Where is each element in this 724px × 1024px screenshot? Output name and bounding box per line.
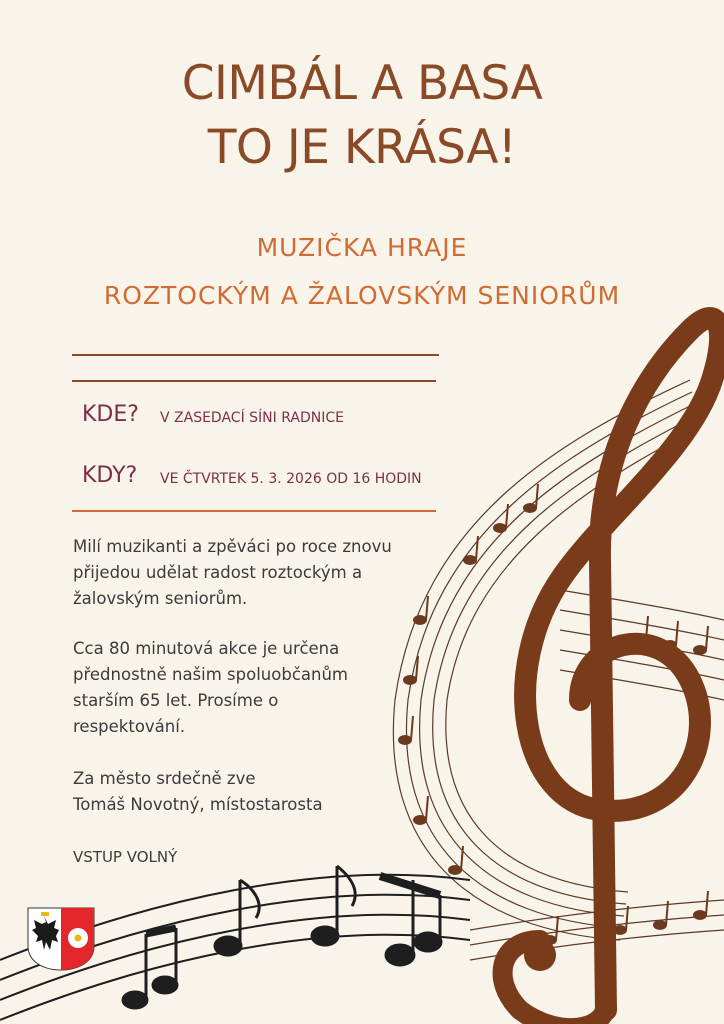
body-line: starším 65 let. Prosíme o bbox=[73, 691, 279, 710]
where-label: KDE? bbox=[82, 402, 139, 427]
when-label: KDY? bbox=[82, 463, 138, 488]
body-paragraph-3 bbox=[73, 766, 433, 818]
title-line-1: CIMBÁL A BASA bbox=[181, 56, 543, 111]
staff-notes bbox=[399, 484, 708, 944]
divider-top-1 bbox=[72, 354, 439, 356]
body-line: přijedou udělat radost roztockým a bbox=[73, 563, 363, 582]
body-line: žalovským seniorům. bbox=[73, 589, 248, 608]
subtitle-line-2: ROZTOCKÝM A ŽALOVSKÝM SENIORŮM bbox=[103, 281, 621, 310]
music-notes-icon bbox=[123, 866, 441, 1008]
divider-top-2 bbox=[72, 380, 436, 382]
free-entry-note: VSTUP VOLNÝ bbox=[73, 848, 178, 866]
body-line: Za město srdečně zve bbox=[73, 769, 256, 788]
body-paragraph-2 bbox=[73, 636, 433, 740]
page-subtitle bbox=[0, 224, 724, 320]
body-line: Milí muzikanti a zpěváci po roce znovu bbox=[73, 537, 392, 556]
where-value: V ZASEDACÍ SÍNI RADNICE bbox=[160, 410, 344, 426]
town-coat-of-arms bbox=[26, 906, 96, 972]
rose-icon bbox=[68, 928, 88, 948]
body-line: Cca 80 minutová akce je určena bbox=[73, 639, 340, 658]
body-line: respektování. bbox=[73, 717, 186, 736]
page-title bbox=[0, 52, 724, 180]
divider-bottom bbox=[72, 510, 436, 512]
body-line: Tomáš Novotný, místostarosta bbox=[73, 795, 323, 814]
subtitle-line-1: MUZIČKA HRAJE bbox=[256, 233, 468, 262]
title-line-2: TO JE KRÁSA! bbox=[207, 120, 517, 175]
when-value: VE ČTVRTEK 5. 3. 2026 OD 16 HODIN bbox=[160, 471, 422, 487]
clef-bottom-dot bbox=[524, 939, 556, 971]
body-line: přednostně našim spoluobčanům bbox=[73, 665, 349, 684]
body-paragraph-1 bbox=[73, 534, 433, 612]
